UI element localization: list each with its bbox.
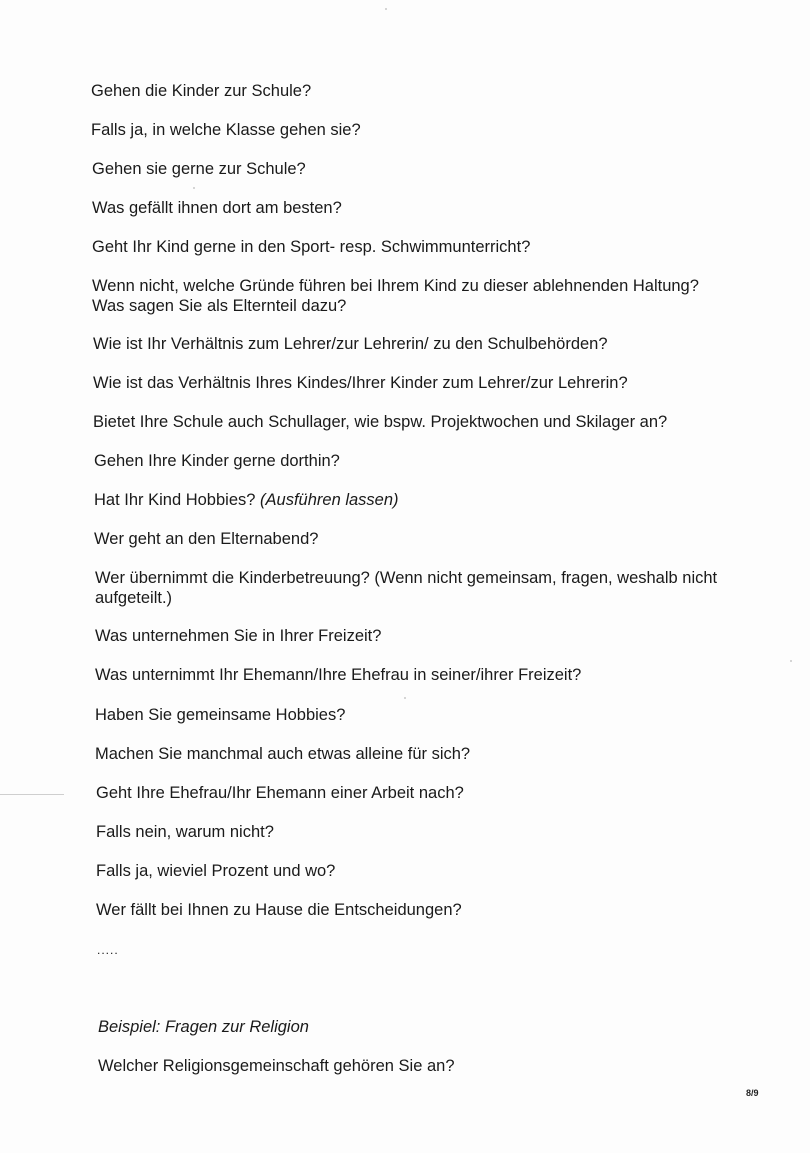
question-line: Wie ist Ihr Verhältnis zum Lehrer/zur Lehrerin/ zu den Schulbehörden? bbox=[93, 335, 608, 353]
question-line: Was unternimmt Ihr Ehemann/Ihre Ehefrau in seiner/ihrer Freizeit? bbox=[95, 666, 582, 684]
question-line: Wer geht an den Elternabend? bbox=[94, 530, 319, 548]
question-line: Welcher Religionsgemeinschaft gehören Sie an? bbox=[98, 1057, 455, 1075]
scan-speck bbox=[790, 660, 792, 662]
question-line: Falls ja, wieviel Prozent und wo? bbox=[96, 862, 336, 880]
question-line: Geht Ihr Kind gerne in den Sport- resp. Schwimmunterricht? bbox=[92, 238, 531, 256]
question-line: Falls ja, in welche Klasse gehen sie? bbox=[91, 121, 361, 139]
question-line: Bietet Ihre Schule auch Schullager, wie bspw. Projektwochen und Skilager an? bbox=[93, 413, 668, 431]
question-line: Gehen die Kinder zur Schule? bbox=[91, 82, 312, 100]
question-line: Wenn nicht, welche Gründe führen bei Ihrem Kind zu dieser ablehnenden Haltung? bbox=[92, 277, 699, 295]
scan-speck bbox=[404, 697, 406, 699]
question-line: Wer fällt bei Ihnen zu Hause die Entscheidungen? bbox=[96, 901, 462, 919]
question-line: Was unternehmen Sie in Ihrer Freizeit? bbox=[95, 627, 382, 645]
scan-speck bbox=[385, 8, 387, 10]
question-line: Gehen Ihre Kinder gerne dorthin? bbox=[94, 452, 340, 470]
question-line: Gehen sie gerne zur Schule? bbox=[92, 160, 306, 178]
question-line bbox=[94, 490, 399, 511]
scan-artifact-line bbox=[0, 794, 64, 795]
question-line: Falls nein, warum nicht? bbox=[96, 823, 274, 841]
question-line: Was sagen Sie als Elternteil dazu? bbox=[92, 297, 347, 315]
question-text: Hat Ihr Kind Hobbies? bbox=[94, 491, 256, 509]
ellipsis: ..... bbox=[97, 943, 119, 957]
question-line: Wer übernimmt die Kinderbetreuung? (Wenn nicht gemeinsam, fragen, weshalb nicht bbox=[95, 569, 718, 587]
question-line: Haben Sie gemeinsame Hobbies? bbox=[95, 706, 346, 724]
question-line: Geht Ihre Ehefrau/Ihr Ehemann einer Arbeit nach? bbox=[96, 784, 464, 802]
question-line: Wie ist das Verhältnis Ihres Kindes/Ihrer Kinder zum Lehrer/zur Lehrerin? bbox=[93, 374, 628, 392]
scan-speck bbox=[193, 187, 195, 189]
interviewer-instruction: (Ausführen lassen) bbox=[260, 491, 399, 509]
page-number: 8/9 bbox=[746, 1088, 759, 1098]
question-line: Machen Sie manchmal auch etwas alleine für sich? bbox=[95, 745, 471, 763]
example-heading: Beispiel: Fragen zur Religion bbox=[98, 1018, 309, 1036]
question-line: Was gefällt ihnen dort am besten? bbox=[92, 199, 342, 217]
question-line: aufgeteilt.) bbox=[95, 589, 173, 607]
